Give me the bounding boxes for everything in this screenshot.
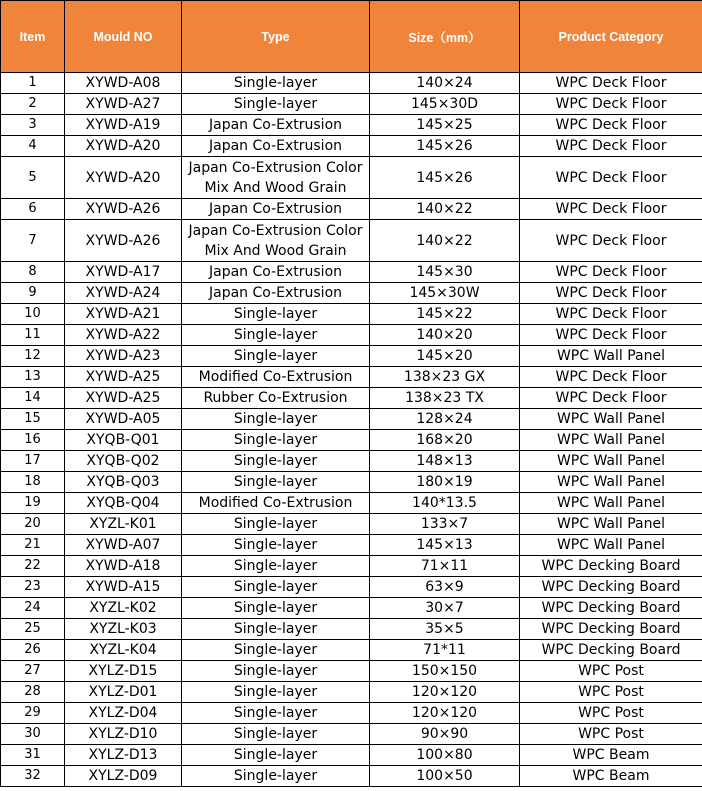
- cell-mould-no: XYWD-A23: [65, 346, 182, 367]
- table-row: [1, 598, 702, 619]
- cell-product-category: WPC Deck Floor: [520, 325, 702, 346]
- cell-product-category: WPC Decking Board: [520, 556, 702, 577]
- cell-item: 29: [1, 703, 65, 724]
- cell-product-category: WPC Wall Panel: [520, 472, 702, 493]
- cell-mould-no: XYWD-A25: [65, 367, 182, 388]
- cell-mould-no: XYQB-Q03: [65, 472, 182, 493]
- cell-product-category: WPC Wall Panel: [520, 493, 702, 514]
- cell-type: Single-layer: [182, 745, 370, 766]
- cell-type: Japan Co-Extrusion: [182, 199, 370, 220]
- cell-type: Single-layer: [182, 304, 370, 325]
- table-row: [1, 346, 702, 367]
- cell-type: Rubber Co-Extrusion: [182, 388, 370, 409]
- cell-item: 21: [1, 535, 65, 556]
- cell-size: 90×90: [370, 724, 520, 745]
- cell-item: 13: [1, 367, 65, 388]
- cell-size: 133×7: [370, 514, 520, 535]
- cell-mould-no: XYZL-K02: [65, 598, 182, 619]
- cell-item: 5: [1, 157, 65, 199]
- cell-size: 145×30D: [370, 94, 520, 115]
- cell-product-category: WPC Deck Floor: [520, 115, 702, 136]
- cell-mould-no: XYQB-Q01: [65, 430, 182, 451]
- cell-item: 16: [1, 430, 65, 451]
- cell-item: 31: [1, 745, 65, 766]
- cell-mould-no: XYWD-A17: [65, 262, 182, 283]
- cell-product-category: WPC Wall Panel: [520, 451, 702, 472]
- cell-item: 19: [1, 493, 65, 514]
- cell-product-category: WPC Post: [520, 724, 702, 745]
- cell-size: 145×30W: [370, 283, 520, 304]
- cell-item: 10: [1, 304, 65, 325]
- cell-type: Japan Co-Extrusion: [182, 283, 370, 304]
- table-row: [1, 73, 702, 94]
- cell-type: Japan Co-Extrusion: [182, 136, 370, 157]
- cell-size: 140×20: [370, 325, 520, 346]
- table-row: [1, 682, 702, 703]
- table-row: [1, 94, 702, 115]
- cell-size: 128×24: [370, 409, 520, 430]
- cell-mould-no: XYLZ-D04: [65, 703, 182, 724]
- cell-product-category: WPC Decking Board: [520, 619, 702, 640]
- cell-item: 20: [1, 514, 65, 535]
- cell-mould-no: XYWD-A25: [65, 388, 182, 409]
- cell-type: Single-layer: [182, 472, 370, 493]
- cell-item: 18: [1, 472, 65, 493]
- cell-mould-no: XYQB-Q04: [65, 493, 182, 514]
- cell-item: 1: [1, 73, 65, 94]
- cell-product-category: WPC Wall Panel: [520, 514, 702, 535]
- cell-product-category: WPC Deck Floor: [520, 220, 702, 262]
- cell-type: Japan Co-Extrusion: [182, 115, 370, 136]
- cell-product-category: WPC Wall Panel: [520, 430, 702, 451]
- cell-size: 140×22: [370, 220, 520, 262]
- cell-product-category: WPC Wall Panel: [520, 409, 702, 430]
- cell-size: 140×24: [370, 73, 520, 94]
- table-row: [1, 661, 702, 682]
- cell-size: 145×26: [370, 136, 520, 157]
- table-row: [1, 136, 702, 157]
- cell-item: 8: [1, 262, 65, 283]
- cell-type: Japan Co-Extrusion Color Mix And Wood Grain: [182, 157, 370, 199]
- cell-size: 140*13.5: [370, 493, 520, 514]
- cell-size: 145×30: [370, 262, 520, 283]
- table-row: [1, 556, 702, 577]
- cell-mould-no: XYWD-A07: [65, 535, 182, 556]
- cell-type: Single-layer: [182, 598, 370, 619]
- header-row: [1, 1, 702, 73]
- cell-product-category: WPC Post: [520, 703, 702, 724]
- cell-product-category: WPC Deck Floor: [520, 262, 702, 283]
- cell-item: 2: [1, 94, 65, 115]
- cell-type: Single-layer: [182, 682, 370, 703]
- table-row: [1, 472, 702, 493]
- table-row: [1, 367, 702, 388]
- cell-type: Single-layer: [182, 325, 370, 346]
- cell-item: 23: [1, 577, 65, 598]
- cell-type: Japan Co-Extrusion Color Mix And Wood Grain: [182, 220, 370, 262]
- cell-size: 140×22: [370, 199, 520, 220]
- cell-size: 168×20: [370, 430, 520, 451]
- cell-size: 145×13: [370, 535, 520, 556]
- cell-size: 71*11: [370, 640, 520, 661]
- cell-type: Single-layer: [182, 724, 370, 745]
- cell-type: Single-layer: [182, 94, 370, 115]
- cell-item: 28: [1, 682, 65, 703]
- cell-type: Single-layer: [182, 556, 370, 577]
- cell-item: 30: [1, 724, 65, 745]
- cell-item: 4: [1, 136, 65, 157]
- cell-item: 11: [1, 325, 65, 346]
- cell-size: 30×7: [370, 598, 520, 619]
- table-row: [1, 220, 702, 262]
- table-row: [1, 430, 702, 451]
- cell-size: 150×150: [370, 661, 520, 682]
- table-row: [1, 577, 702, 598]
- cell-product-category: WPC Deck Floor: [520, 304, 702, 325]
- cell-product-category: WPC Beam: [520, 766, 702, 787]
- cell-type: Single-layer: [182, 703, 370, 724]
- cell-type: Single-layer: [182, 451, 370, 472]
- cell-mould-no: XYWD-A20: [65, 136, 182, 157]
- cell-item: 32: [1, 766, 65, 787]
- cell-size: 145×25: [370, 115, 520, 136]
- cell-mould-no: XYWD-A18: [65, 556, 182, 577]
- cell-mould-no: XYWD-A15: [65, 577, 182, 598]
- cell-product-category: WPC Deck Floor: [520, 388, 702, 409]
- table-row: [1, 514, 702, 535]
- cell-item: 17: [1, 451, 65, 472]
- cell-product-category: WPC Beam: [520, 745, 702, 766]
- cell-type: Single-layer: [182, 640, 370, 661]
- cell-product-category: WPC Deck Floor: [520, 73, 702, 94]
- table-row: [1, 409, 702, 430]
- cell-type: Single-layer: [182, 409, 370, 430]
- cell-mould-no: XYZL-K03: [65, 619, 182, 640]
- cell-item: 3: [1, 115, 65, 136]
- table-row: [1, 262, 702, 283]
- cell-product-category: WPC Deck Floor: [520, 367, 702, 388]
- cell-type: Modified Co-Extrusion: [182, 367, 370, 388]
- table-row: [1, 724, 702, 745]
- cell-product-category: WPC Deck Floor: [520, 157, 702, 199]
- cell-size: 120×120: [370, 682, 520, 703]
- cell-type: Single-layer: [182, 619, 370, 640]
- cell-mould-no: XYWD-A27: [65, 94, 182, 115]
- table-row: [1, 745, 702, 766]
- table-row: [1, 304, 702, 325]
- table-row: [1, 619, 702, 640]
- cell-product-category: WPC Wall Panel: [520, 535, 702, 556]
- cell-mould-no: XYWD-A26: [65, 220, 182, 262]
- cell-item: 15: [1, 409, 65, 430]
- cell-type: Single-layer: [182, 577, 370, 598]
- cell-type: Single-layer: [182, 346, 370, 367]
- table-row: [1, 493, 702, 514]
- cell-product-category: WPC Deck Floor: [520, 283, 702, 304]
- cell-product-category: WPC Wall Panel: [520, 346, 702, 367]
- cell-item: 25: [1, 619, 65, 640]
- cell-mould-no: XYWD-A19: [65, 115, 182, 136]
- cell-mould-no: XYLZ-D10: [65, 724, 182, 745]
- table-row: [1, 283, 702, 304]
- table-body: [1, 73, 702, 787]
- cell-size: 180×19: [370, 472, 520, 493]
- cell-size: 100×50: [370, 766, 520, 787]
- cell-product-category: WPC Decking Board: [520, 577, 702, 598]
- cell-product-category: WPC Deck Floor: [520, 199, 702, 220]
- cell-mould-no: XYWD-A21: [65, 304, 182, 325]
- cell-mould-no: XYWD-A22: [65, 325, 182, 346]
- cell-mould-no: XYLZ-D01: [65, 682, 182, 703]
- table-row: [1, 325, 702, 346]
- cell-product-category: WPC Deck Floor: [520, 136, 702, 157]
- table-row: [1, 388, 702, 409]
- cell-mould-no: XYWD-A05: [65, 409, 182, 430]
- header-size: Size（mm）: [370, 1, 520, 73]
- table-row: [1, 703, 702, 724]
- cell-product-category: WPC Decking Board: [520, 598, 702, 619]
- cell-mould-no: XYWD-A08: [65, 73, 182, 94]
- table-row: [1, 157, 702, 199]
- cell-product-category: WPC Deck Floor: [520, 94, 702, 115]
- cell-mould-no: XYZL-K04: [65, 640, 182, 661]
- table-row: [1, 199, 702, 220]
- cell-mould-no: XYWD-A20: [65, 157, 182, 199]
- cell-size: 35×5: [370, 619, 520, 640]
- cell-size: 148×13: [370, 451, 520, 472]
- cell-size: 145×20: [370, 346, 520, 367]
- table-row: [1, 451, 702, 472]
- cell-type: Japan Co-Extrusion: [182, 262, 370, 283]
- table-row: [1, 766, 702, 787]
- table-row: [1, 640, 702, 661]
- cell-mould-no: XYWD-A24: [65, 283, 182, 304]
- cell-mould-no: XYZL-K01: [65, 514, 182, 535]
- cell-size: 100×80: [370, 745, 520, 766]
- cell-size: 63×9: [370, 577, 520, 598]
- cell-item: 24: [1, 598, 65, 619]
- header-type: Type: [182, 1, 370, 73]
- cell-product-category: WPC Decking Board: [520, 640, 702, 661]
- cell-item: 14: [1, 388, 65, 409]
- cell-item: 22: [1, 556, 65, 577]
- cell-product-category: WPC Post: [520, 661, 702, 682]
- cell-type: Single-layer: [182, 766, 370, 787]
- cell-type: Single-layer: [182, 514, 370, 535]
- cell-type: Single-layer: [182, 535, 370, 556]
- cell-type: Modified Co-Extrusion: [182, 493, 370, 514]
- header-item: Item: [1, 1, 65, 73]
- table-row: [1, 535, 702, 556]
- header-product-category: Product Category: [520, 1, 702, 73]
- cell-type: Single-layer: [182, 661, 370, 682]
- cell-size: 71×11: [370, 556, 520, 577]
- cell-item: 27: [1, 661, 65, 682]
- cell-type: Single-layer: [182, 73, 370, 94]
- cell-size: 145×26: [370, 157, 520, 199]
- cell-mould-no: XYLZ-D15: [65, 661, 182, 682]
- cell-item: 7: [1, 220, 65, 262]
- cell-size: 145×22: [370, 304, 520, 325]
- table-row: [1, 115, 702, 136]
- cell-size: 138×23 TX: [370, 388, 520, 409]
- cell-item: 12: [1, 346, 65, 367]
- cell-mould-no: XYWD-A26: [65, 199, 182, 220]
- cell-type: Single-layer: [182, 430, 370, 451]
- cell-size: 120×120: [370, 703, 520, 724]
- cell-size: 138×23 GX: [370, 367, 520, 388]
- cell-item: 26: [1, 640, 65, 661]
- cell-mould-no: XYLZ-D09: [65, 766, 182, 787]
- header-mould-no: Mould NO: [65, 1, 182, 73]
- cell-item: 6: [1, 199, 65, 220]
- cell-mould-no: XYQB-Q02: [65, 451, 182, 472]
- cell-item: 9: [1, 283, 65, 304]
- cell-mould-no: XYLZ-D13: [65, 745, 182, 766]
- cell-product-category: WPC Post: [520, 682, 702, 703]
